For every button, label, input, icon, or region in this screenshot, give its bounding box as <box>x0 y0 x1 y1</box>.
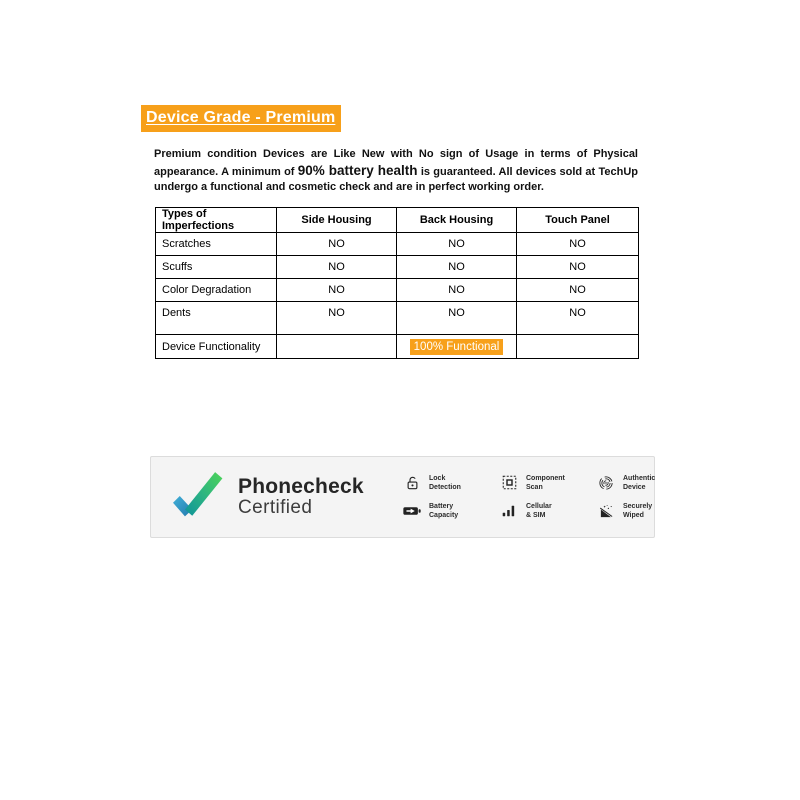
phonecheck-logo <box>173 457 364 537</box>
feature-label-line2: Capacity <box>429 512 459 520</box>
feature-component-scan <box>500 474 580 492</box>
feature-label-line1: Authentic <box>623 474 656 482</box>
component-scan-icon <box>500 475 518 490</box>
feature-label-line1: Battery <box>429 503 454 510</box>
feature-label-line2: Device <box>623 483 646 491</box>
functional-highlight: 100% Functional <box>410 339 504 355</box>
row-label: Device Functionality <box>156 335 277 359</box>
imperfections-table <box>155 207 639 359</box>
value-cell: NO <box>397 233 517 256</box>
feature-securely-wiped <box>597 502 677 520</box>
battery-icon <box>403 505 421 517</box>
feature-label <box>429 502 458 520</box>
row-label: Scratches <box>156 233 277 256</box>
table-header-row <box>156 208 639 233</box>
value-cell <box>277 335 397 359</box>
page-title-text: Device Grade - Premium <box>141 105 341 132</box>
fingerprint-icon <box>597 475 615 491</box>
feature-label <box>429 474 461 492</box>
value-cell: NO <box>277 233 397 256</box>
table-row-device-functionality <box>156 335 639 359</box>
feature-column-2 <box>500 474 580 520</box>
table-row-scuffs <box>156 256 639 279</box>
feature-label-line1: Lock <box>429 474 446 482</box>
description-part2: is guaranteed. All devices sold at TechUp undergo a functional and cosmetic check and are in perfect working order. <box>154 165 639 193</box>
table-row-color-degradation <box>156 279 639 302</box>
header-back-housing: Back Housing <box>397 208 517 233</box>
value-cell: NO <box>397 256 517 279</box>
brand-name: Phonecheck <box>238 474 364 498</box>
feature-label-line2: & SIM <box>526 512 546 520</box>
header-touch-panel: Touch Panel <box>517 208 639 233</box>
feature-cellular-sim <box>500 502 580 520</box>
row-label: Scuffs <box>156 256 277 279</box>
value-cell <box>397 335 517 359</box>
feature-label <box>623 474 655 492</box>
phonecheck-badge <box>150 456 655 538</box>
brand-subtitle: Certified <box>238 496 313 518</box>
cellular-icon <box>500 504 518 518</box>
row-label: Color Degradation <box>156 279 277 302</box>
value-cell: NO <box>517 233 639 256</box>
description-paragraph <box>154 147 638 196</box>
table-row-dents <box>156 302 639 335</box>
page-title <box>141 105 341 132</box>
feature-label <box>623 502 652 520</box>
table-row-scratches <box>156 233 639 256</box>
description-emphasis: 90% battery health <box>297 162 418 178</box>
feature-grid <box>403 457 677 537</box>
feature-authentic-device <box>597 474 677 492</box>
value-cell: NO <box>277 302 397 335</box>
securely-wiped-icon <box>597 504 615 519</box>
feature-label-line1: Cellular <box>526 503 552 510</box>
description-part1: Premium condition Devices are Like New with No sign of Usage in terms of Physical appearance. A minimum of <box>154 148 638 178</box>
feature-label-line2: Scan <box>526 483 543 491</box>
feature-label <box>526 474 565 492</box>
feature-label-line1: Securely <box>623 503 653 510</box>
value-cell: NO <box>277 279 397 302</box>
row-label: Dents <box>156 302 277 335</box>
check-icon <box>173 468 225 527</box>
value-cell: NO <box>517 256 639 279</box>
feature-battery-capacity <box>403 502 483 520</box>
feature-label-line2: Detection <box>429 483 461 491</box>
value-cell: NO <box>517 279 639 302</box>
feature-column-1 <box>403 474 483 520</box>
feature-lock-detection <box>403 474 483 492</box>
header-side-housing: Side Housing <box>277 208 397 233</box>
header-types-of-imperfections: Types of Imperfections <box>156 208 277 233</box>
value-cell <box>517 335 639 359</box>
lock-icon <box>403 475 421 491</box>
value-cell: NO <box>397 302 517 335</box>
value-cell: NO <box>277 256 397 279</box>
feature-label-line1: Component <box>526 474 565 482</box>
phonecheck-logo-text <box>238 476 364 519</box>
value-cell: NO <box>397 279 517 302</box>
feature-label-line2: Wiped <box>623 512 644 520</box>
feature-column-3 <box>597 474 677 520</box>
feature-label <box>526 502 552 520</box>
value-cell: NO <box>517 302 639 335</box>
